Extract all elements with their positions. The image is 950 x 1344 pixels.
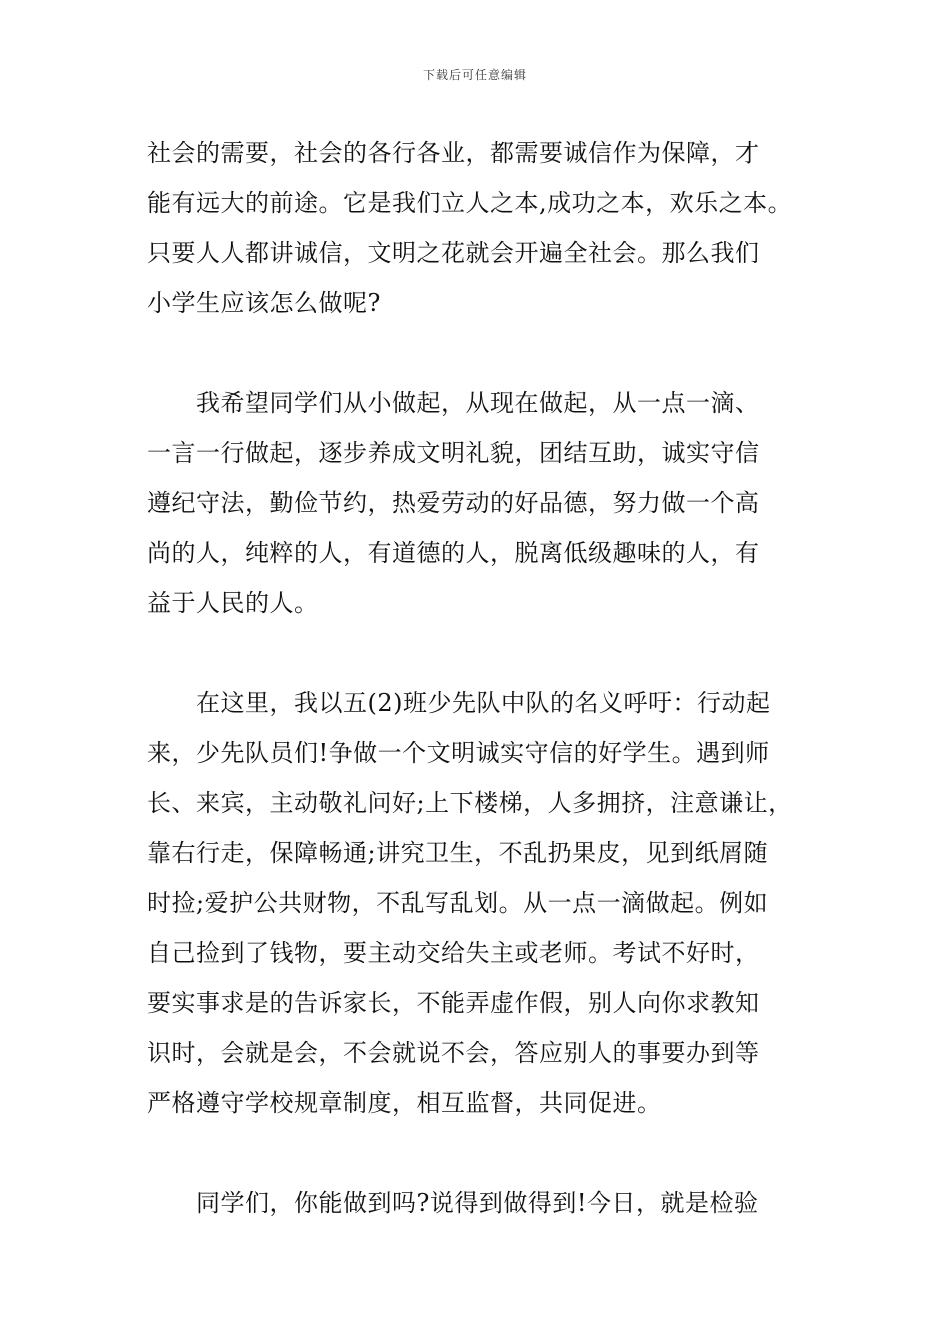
text-line: 小学生应该怎么做呢? — [147, 289, 381, 317]
text-line: 靠右行走，保障畅通;讲究卫生，不乱扔果皮，见到纸屑随 — [147, 839, 769, 867]
paragraph-1 — [147, 128, 837, 328]
text-line: 同学们，你能做到吗?说得到做得到!今日，就是检验 — [147, 1189, 759, 1217]
text-line: 要实事求是的告诉家长，不能弄虚作假，别人向你求教知 — [147, 989, 760, 1017]
text-line: 只要人人都讲诚信，文明之花就会开遍全社会。那么我们 — [147, 239, 760, 267]
text-line: 在这里，我以五(2)班少先队中队的名义呼吁：行动起 — [147, 689, 771, 717]
text-line: 来，少先队员们!争做一个文明诚实守信的好学生。遇到师 — [147, 739, 770, 767]
text-line: 社会的需要，社会的各行各业，都需要诚信作为保障，才 — [147, 139, 760, 167]
paragraph-gap — [147, 328, 837, 378]
paragraph-2 — [147, 378, 837, 628]
text-line: 遵纪守法，勤俭节约，热爱劳动的好品德，努力做一个高 — [147, 489, 760, 517]
paragraph-3 — [147, 678, 837, 1128]
page-header: 下载后可任意编辑 — [422, 68, 527, 82]
paragraph-gap — [147, 1128, 837, 1178]
text-line: 时捡;爱护公共财物，不乱写乱划。从一点一滴做起。例如 — [147, 889, 769, 917]
text-line: 长、来宾，主动敬礼问好;上下楼梯，人多拥挤，注意谦让， — [147, 789, 793, 817]
text-line: 严格遵守学校规章制度，相互监督，共同促进。 — [147, 1089, 662, 1117]
text-line: 能有远大的前途。它是我们立人之本,成功之本，欢乐之本。 — [147, 189, 793, 217]
paragraph-4 — [147, 1178, 837, 1228]
text-line: 识时，会就是会，不会就说不会，答应别人的事要办到等 — [147, 1039, 760, 1067]
text-line: 益于人民的人。 — [147, 589, 319, 617]
text-line: 自己捡到了钱物，要主动交给失主或老师。考试不好时， — [147, 939, 760, 967]
text-line: 我希望同学们从小做起，从现在做起，从一点一滴、 — [147, 389, 760, 417]
body-text — [147, 128, 837, 1228]
paragraph-gap — [147, 628, 837, 678]
text-line: 尚的人，纯粹的人，有道德的人，脱离低级趣味的人，有 — [147, 539, 760, 567]
text-line: 一言一行做起，逐步养成文明礼貌，团结互助，诚实守信 — [147, 439, 760, 467]
